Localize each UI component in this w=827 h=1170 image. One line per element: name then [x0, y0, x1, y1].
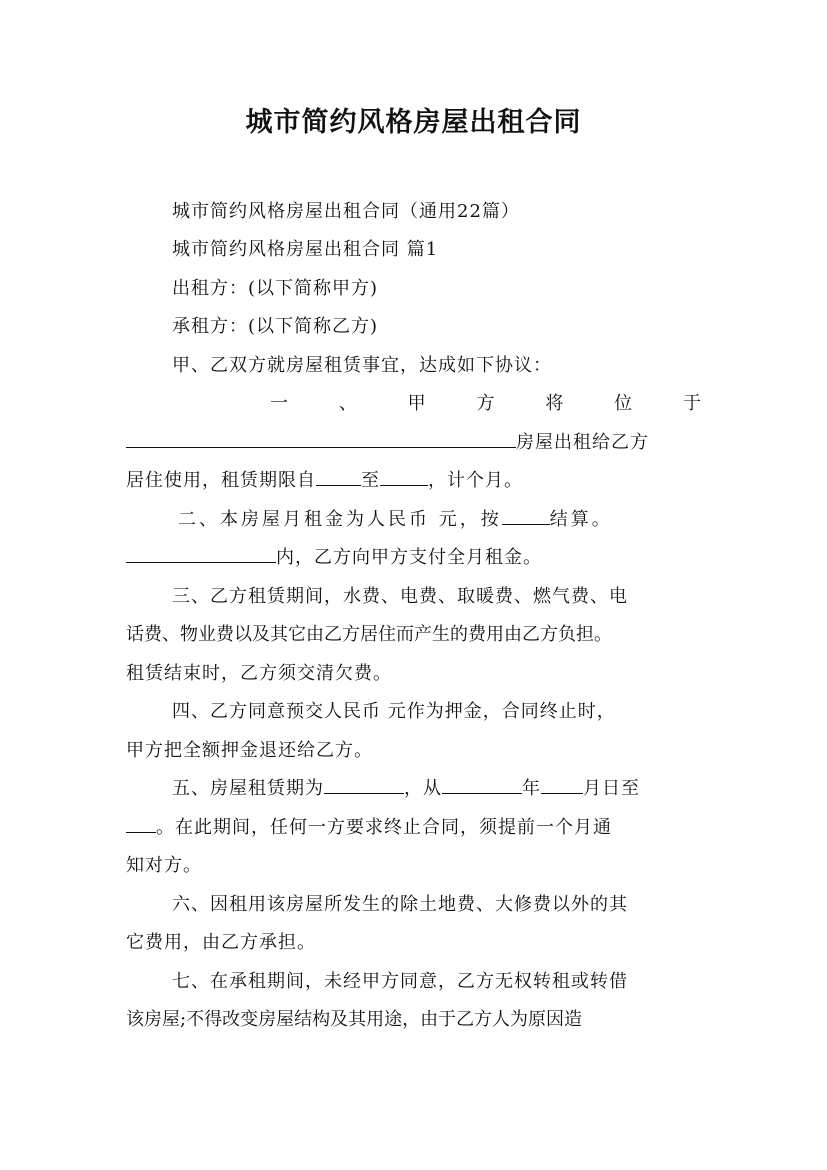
- section-heading: 城市简约风格房屋出租合同 篇1: [172, 239, 439, 260]
- clause1-line2: 房屋出租给乙方: [126, 424, 702, 463]
- intro-line: 甲、乙双方就房屋租赁事宜，达成如下协议：: [172, 355, 552, 376]
- subtitle-line: 城市简约风格房屋出租合同（通用22篇）: [172, 201, 520, 222]
- clause6-line1: 六、因租用该房屋所发生的除土地费、大修费以外的其: [172, 894, 628, 915]
- clause5-line2: 。在此期间，任何一方要求终止合同，须提前一个月通: [126, 809, 702, 848]
- clause1-word: 将: [545, 393, 565, 414]
- blank-field: [502, 504, 550, 525]
- clause7-line2: 该房屋;不得改变房屋结构及其用途，由于乙方人为原因造: [126, 1009, 583, 1030]
- blank-field: [316, 465, 361, 486]
- clause7-line1: 七、在承租期间，未经甲方同意，乙方无权转租或转借: [172, 971, 628, 992]
- clause1-word: 甲: [407, 393, 427, 414]
- clause2-line2: 内，乙方向甲方支付全月租金。: [126, 539, 702, 578]
- clause1-word: 、: [338, 393, 358, 414]
- clause1-word: 位: [614, 393, 634, 414]
- blank-field: [126, 427, 516, 448]
- clause4-line1: 四、乙方同意预交人民币 元作为押金，合同终止时，: [172, 701, 616, 722]
- clause6-line2: 它费用，由乙方承担。: [126, 932, 316, 953]
- clause1-word: 于: [682, 393, 702, 414]
- lessee-line: 承租方：(以下简称乙方): [172, 316, 379, 337]
- blank-field: [442, 773, 522, 794]
- clause3-line3: 租赁结束时，乙方须交清欠费。: [126, 663, 392, 684]
- blank-field: [380, 465, 428, 486]
- clause3-line2: 话费、物业费以及其它由乙方居住而产生的费用由乙方负担。: [126, 624, 612, 645]
- blank-field: [324, 773, 404, 794]
- clause3-line1: 三、乙方租赁期间，水费、电费、取暖费、燃气费、电: [172, 586, 628, 607]
- blank-field: [126, 542, 276, 563]
- lessor-line: 出租方：(以下简称甲方): [172, 278, 379, 299]
- clause4-line2: 甲方把全额押金退还给乙方。: [126, 740, 373, 761]
- clause1-word: 一: [270, 393, 289, 414]
- blank-field: [126, 812, 156, 833]
- clause1-line1: [126, 385, 702, 424]
- clause5-line3: 知对方。: [126, 855, 202, 876]
- clause5-line1: 五、房屋租赁期为 ，从 年 月日至: [126, 770, 702, 809]
- clause1-word: 方: [476, 393, 496, 414]
- document-title: 城市简约风格房屋出租合同: [245, 107, 582, 138]
- clause1-line3: 居住使用，租赁期限自 至 ，计个月。: [126, 462, 702, 501]
- clause2-line1: 二、本房屋月租金为人民币 元，按 结算。: [126, 501, 702, 540]
- blank-field: [541, 773, 583, 794]
